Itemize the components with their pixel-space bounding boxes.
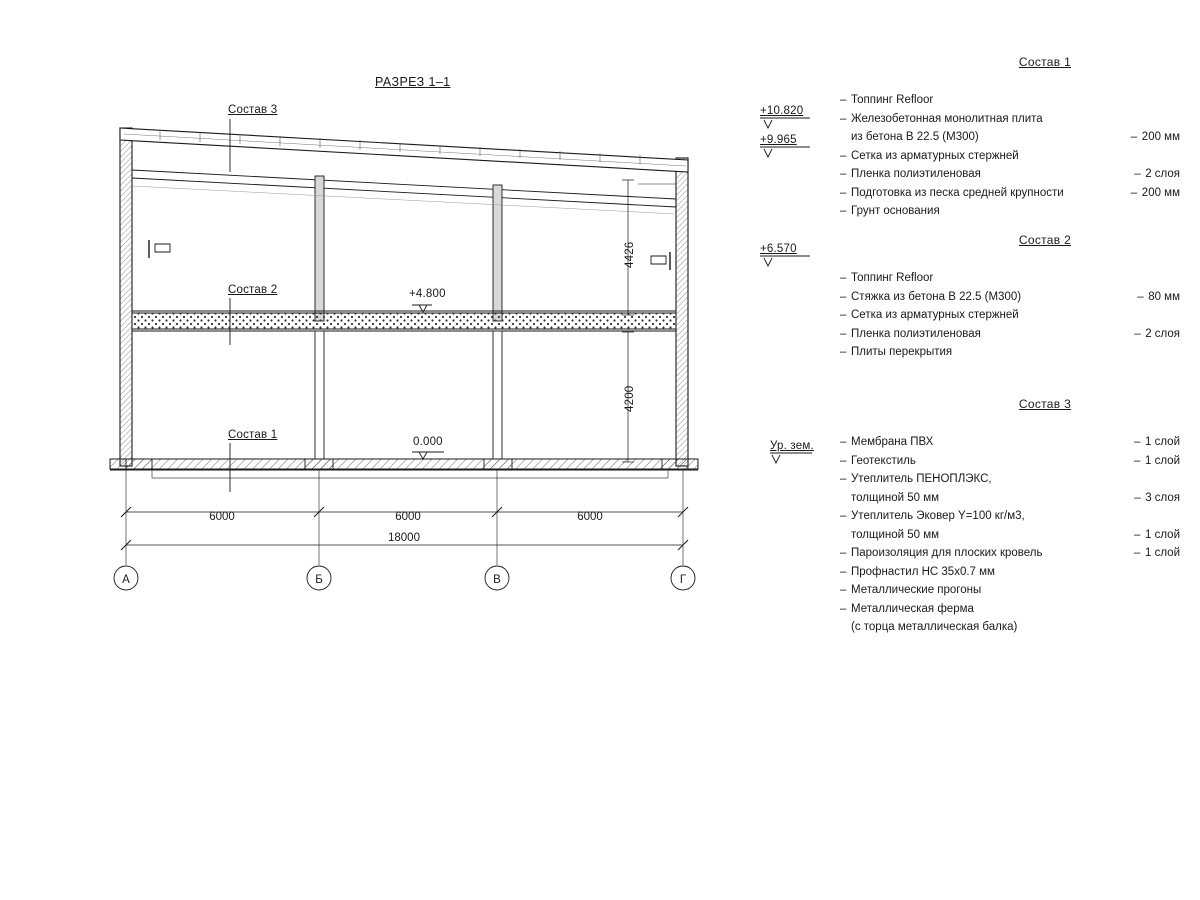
legend-row [840,184,1180,203]
legend-dash: – [840,327,847,340]
legend-label: Сетка из арматурных стержней [851,149,1019,162]
legend-dash: – [840,454,847,467]
legend-label: Топпинг Refloor [851,272,934,284]
legend-dash: – [840,290,847,303]
callout-sostav-2[interactable]: Состав 2 [228,284,278,296]
legend-row [840,306,1180,325]
legend-dash: – [840,94,847,106]
legend-value: – 1 слой [1134,436,1180,448]
legend-label: Грунт основания [851,205,940,217]
legend-row [840,618,1180,637]
legend-value [1172,147,1180,166]
legend-value [1172,581,1180,600]
legend-sostav-2-title: Состав 2 [1018,233,1072,247]
dim-4426: 4426 [624,241,636,268]
legend-label: из бетона B 22.5 (М300) [851,131,979,143]
legend-row [840,288,1180,307]
legend-row [840,147,1180,166]
legend-dash: – [840,272,847,284]
legend-value: – 1 слой [1134,528,1180,541]
callout-sostav-3[interactable]: Состав 3 [228,104,278,116]
legend-dash: – [840,112,847,125]
legend-row [840,128,1180,147]
legend-row [840,489,1180,508]
legend-dash: – [840,436,847,448]
legend-row [840,110,1180,129]
legend-row [840,165,1180,184]
legend-label: Стяжка из бетона B 22.5 (М300) [851,290,1022,303]
legend-value [1172,202,1180,221]
legend-value: – 3 слоя [1134,491,1180,504]
legend-value [1172,563,1180,582]
level-mark-10820: +10.820 [760,105,804,117]
legend-row [840,563,1180,582]
legend-row [840,507,1180,526]
legend-label: Железобетонная монолитная плита [851,112,1043,125]
legend-dash: – [840,186,847,199]
legend-dash [840,128,851,147]
legend-value: – 80 мм [1137,290,1180,303]
legend-label: Топпинг Refloor [851,94,934,106]
legend-dash: – [840,602,847,615]
dim-4200: 4200 [624,385,636,412]
page-title: РАЗРЕЗ 1–1 [375,75,451,89]
legend-label: Утеплитель Эковер Y=100 кг/м3, [851,510,1025,522]
level-0000: 0.000 [413,436,443,448]
total-dim: 18000 [388,532,420,544]
legend-label: толщиной 50 мм [851,491,940,504]
axis-mark-g: Г [679,574,687,586]
legend-row [840,600,1180,619]
legend-value: – 1 слой [1134,454,1180,467]
legend-value: – 1 слой [1134,547,1180,559]
legend-row [840,452,1180,471]
legend-dash: – [840,473,847,485]
legend-dash: – [840,205,847,217]
axis-mark-b: Б [315,574,323,586]
span-dim-2: 6000 [395,511,421,523]
legend-row [840,202,1180,221]
legend-dash: – [840,584,847,596]
legend-row [840,269,1180,288]
axis-mark-a: А [122,574,130,586]
level-mark-9965: +9.965 [760,134,797,146]
legend-label: толщиной 50 мм [851,528,940,541]
legend-value [1172,600,1180,619]
legend-label: Сетка из арматурных стержней [851,309,1019,321]
legend-value [1172,269,1180,288]
legend-sostav-2 [840,233,1180,362]
legend-sostav-1-title: Состав 1 [1018,55,1072,69]
legend-label: Металлическая ферма [851,602,974,615]
span-dim-3: 6000 [577,511,603,523]
legend-dash [840,618,851,637]
legend-value [1172,507,1180,526]
legend-dash [840,489,851,508]
legend-dash: – [840,309,847,321]
legend-label: Пленка полиэтиленовая [851,327,981,340]
legend-label: Утеплитель ПЕНОПЛЭКС, [851,473,992,485]
legend-label: (с торца металлическая балка) [851,621,1018,633]
legend-row [840,343,1180,362]
legend-dash: – [840,547,847,559]
legend-sostav-3 [840,397,1180,637]
legend-value [1172,343,1180,362]
legend-dash [840,526,851,545]
legend-label: Плиты перекрытия [851,346,953,358]
legend-row [840,544,1180,563]
legend-sostav-3-title: Состав 3 [1018,397,1072,411]
legend-value [1172,470,1180,489]
axis-mark-v: В [493,574,501,586]
callout-sostav-1[interactable]: Состав 1 [228,429,278,441]
legend-row [840,433,1180,452]
legend-label: Профнастил НС 35x0.7 мм [851,565,995,578]
legend-dash: – [840,346,847,358]
level-mark-6570: +6.570 [760,243,797,255]
legend-dash: – [840,149,847,162]
legend-dash: – [840,510,847,522]
legend-value [1172,618,1180,637]
legend-value: – 2 слоя [1134,327,1180,340]
level-mark-ground: Ур. зем. [770,440,814,452]
legend-value [1172,91,1180,110]
legend-label: Геотекстиль [851,454,916,467]
legend-row [840,526,1180,545]
legend-value [1172,306,1180,325]
legend-value: – 200 мм [1130,131,1180,143]
legend-dash: – [840,168,847,180]
legend-label: Пленка полиэтиленовая [851,168,981,180]
legend-label: Пароизоляция для плоских кровель [851,547,1043,559]
legend-value [1172,110,1180,129]
legend-row [840,581,1180,600]
legend-row [840,91,1180,110]
legend-value: – 2 слоя [1134,168,1180,180]
legend-row [840,325,1180,344]
level-4800: +4.800 [409,288,446,300]
legend-value: – 200 мм [1130,186,1180,199]
legend-label: Металлические прогоны [851,584,982,596]
legend-label: Подготовка из песка средней крупности [851,186,1064,199]
span-dim-1: 6000 [209,511,235,523]
legend-dash: – [840,565,847,578]
legend-label: Мембрана ПВХ [851,436,934,448]
legend-row [840,470,1180,489]
legend-sostav-1 [840,55,1180,221]
